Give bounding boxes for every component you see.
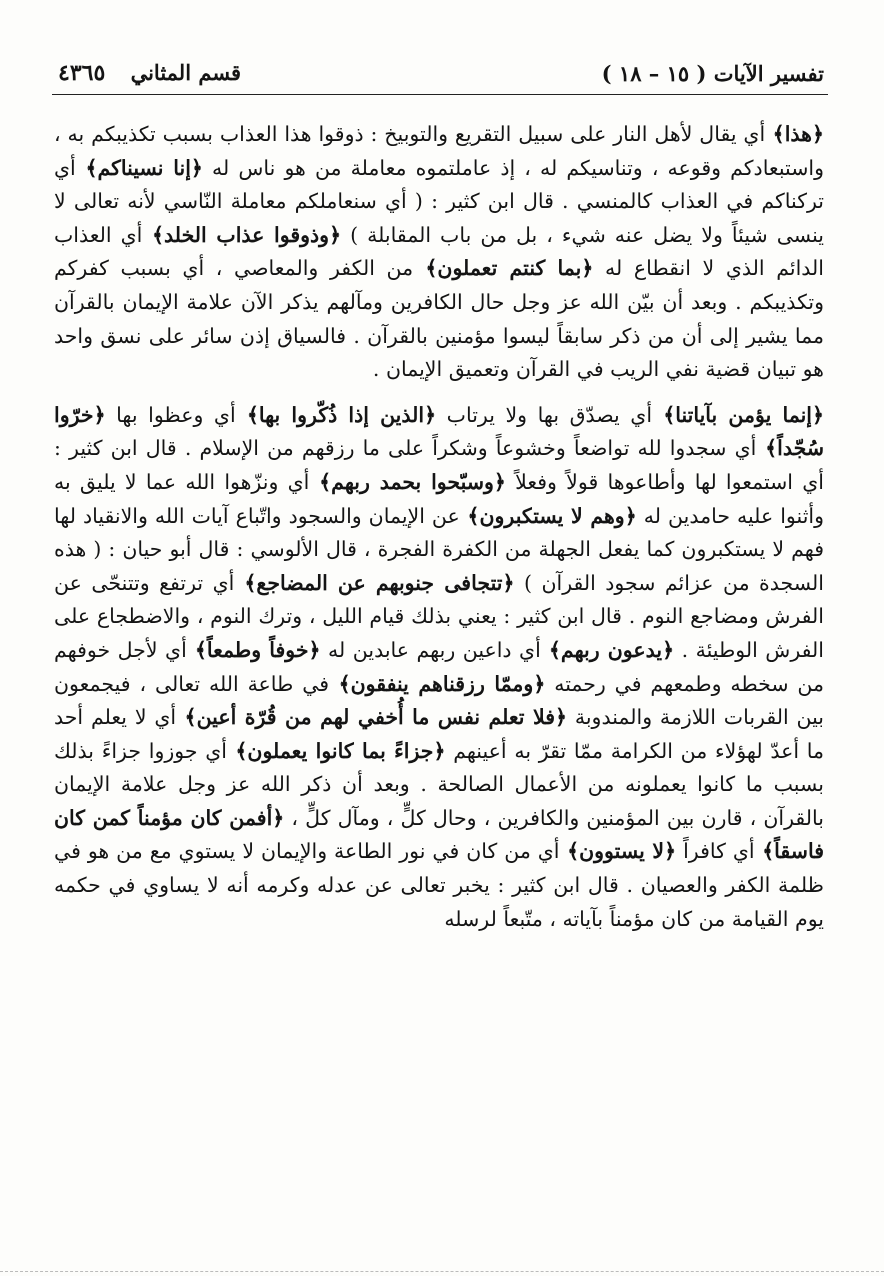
commentary-text: أي يصدّق بها ولا يرتاب <box>446 402 653 427</box>
open-bracket-ornament: ﴿ <box>308 637 321 662</box>
quran-text: خرّوا سُجّداً <box>54 402 824 461</box>
open-bracket-ornament: ﴿ <box>329 222 342 247</box>
commentary-text: أي سجدوا لله تواضعاً وخشوعاً وشكراً على ما رزقهم من الإسلام . قال ابن كثير : أي استمعوا لها وأطاعوها قولاً وفعلاً <box>54 436 824 494</box>
close-bracket-ornament: ﴾ <box>413 256 438 281</box>
close-bracket-ornament: ﴾ <box>75 155 98 180</box>
quran-quote <box>560 839 677 863</box>
close-bracket-ornament: ﴾ <box>234 570 257 595</box>
page-number: ٤٣٦٥ <box>58 60 106 86</box>
open-bracket-ornament: ﴿ <box>493 469 506 494</box>
open-bracket-ornament: ﴿ <box>581 256 594 281</box>
quran-quote <box>227 739 445 763</box>
open-bracket-ornament: ﴿ <box>811 402 824 427</box>
close-bracket-ornament: ﴾ <box>652 402 676 427</box>
close-bracket-ornament: ﴾ <box>329 671 351 696</box>
open-bracket-ornament: ﴿ <box>272 805 285 830</box>
quran-text: وهم لا يستكبرون <box>479 503 625 528</box>
open-bracket-ornament: ﴿ <box>424 402 437 427</box>
open-bracket-ornament: ﴿ <box>533 671 546 696</box>
quran-text: وسبّحوا بحمد ربهم <box>331 469 494 494</box>
header-left-group <box>58 60 241 86</box>
open-bracket-ornament: ﴿ <box>555 705 568 730</box>
quran-quote <box>652 403 824 427</box>
close-bracket-ornament: ﴾ <box>227 738 248 763</box>
close-bracket-ornament: ﴾ <box>459 503 480 528</box>
commentary-text: أي وعظوا بها <box>116 402 236 427</box>
quran-quote <box>460 504 637 528</box>
quran-text: يدعون ربهم <box>560 637 663 662</box>
quran-text: تتجافى جنوبهم عن المضاجع <box>256 570 503 595</box>
quran-quote <box>76 156 203 180</box>
quran-text: بما كنتم تعملون <box>437 256 582 281</box>
quran-quote <box>234 571 514 595</box>
quran-text: فلا تعلم نفس ما أُخفي لهم من قُرّة أعين <box>196 705 555 730</box>
running-title: تفسير الآيات ( ١٥ – ١٨ ) <box>601 60 824 86</box>
quran-text: لا يستوون <box>579 839 665 864</box>
close-bracket-ornament: ﴾ <box>756 436 778 461</box>
quran-text: خوفاً وطمعاً <box>206 637 309 662</box>
commentary-text: أي ترتفع وتتنحّى عن الفرش ومضاجع النوم . قال ابن كثير : يعني بذلك قيام الليل ، وترك النوم ، والاضطجاع على الفرش الوطيئة . <box>54 570 824 662</box>
commentary-text: أي من كان في نور الطاعة والإيمان لا يستوي مع من هو في ظلمة الكفر والعصيان . قال ابن كثير : يخبر تعالى عن عدله وكرمه أنه لا يساوي في حكمه يوم القيامة من كان مؤمناً بآياته ، متّبعاً لرسله <box>54 839 824 931</box>
quran-text: إنا نسيناكم <box>97 155 191 180</box>
close-bracket-ornament: ﴾ <box>186 637 207 662</box>
commentary-text: أي داعين ربهم عابدين له <box>328 637 541 662</box>
quran-text: وذوقوا عذاب الخلد <box>164 222 330 247</box>
commentary-text: أي لا يعلم أحد ما أعدّ لهؤلاء من الكرامة ممّا تقرّ به أعينهم <box>54 705 824 763</box>
quran-quote <box>187 638 321 662</box>
close-bracket-ornament: ﴾ <box>559 839 580 864</box>
close-bracket-ornament: ﴾ <box>765 122 785 146</box>
header-rule <box>52 94 828 95</box>
open-bracket-ornament: ﴿ <box>624 503 637 528</box>
commentary-text: أي جوزوا جزاءً بذلك بسبب ما كانوا يعملونه من الأعمال الصالحة . وبعد أن ذكر الله عز وجل علامة الإيمان بالقرآن ، قارن بين المؤمنين والكافرين ، وحال كلٍّ ، ومآل كلٍّ ، <box>54 738 824 830</box>
open-bracket-ornament: ﴿ <box>190 155 203 180</box>
open-bracket-ornament: ﴿ <box>662 637 675 662</box>
quran-quote <box>176 705 567 729</box>
quran-text: وممّا رزقناهم ينفقون <box>350 671 534 696</box>
quran-text: جزاءً بما كانوا يعملون <box>247 738 434 763</box>
quran-quote <box>236 403 436 427</box>
quran-quote <box>541 638 674 662</box>
close-bracket-ornament: ﴾ <box>142 222 165 247</box>
quran-quote <box>413 256 593 280</box>
quran-text: الذين إذا ذُكّروا بها <box>258 402 425 427</box>
commentary-text: أي ونزّهوا الله عما لا يليق به وأثنوا عليه حامدين له <box>54 469 824 528</box>
commentary-text: في طاعة الله تعالى ، فيجمعون بين القربات اللازمة والمندوبة <box>54 671 825 730</box>
open-bracket-ornament: ﴿ <box>811 122 824 146</box>
close-bracket-ornament: ﴾ <box>235 402 259 427</box>
quran-text: أفمن كان مؤمناً كمن كان فاسقاً <box>54 805 825 864</box>
open-bracket-ornament: ﴿ <box>93 402 106 427</box>
quran-text: هذا <box>784 122 812 146</box>
bottom-divider <box>0 1271 884 1272</box>
commentary-text: أي لأجل خوفهم من سخطه وطمعهم في رحمته <box>54 637 825 696</box>
quran-quote <box>309 470 506 494</box>
close-bracket-ornament: ﴾ <box>309 469 332 494</box>
paragraph <box>54 118 824 387</box>
commentary-text: من الكفر والمعاصي ، أي بسبب كفركم وتكذيبكم . وبعد أن بيّن الله عز وجل حال الكافرين ومآلهم يذكر الآن علامة الإيمان بالقرآن مما يشير إلى أن من ذكر سابقاً ليسوا مؤمنين بالقرآن . فالسياق إذن سائر على نسق واحد هو تبيان قضية نفي الريب في القرآن وتعميق الإيمان . <box>54 256 824 382</box>
quran-quote <box>329 672 545 696</box>
section-name: قسم المثاني <box>130 60 242 85</box>
open-bracket-ornament: ﴿ <box>664 839 677 864</box>
commentary-text: أي كافراً <box>683 839 755 864</box>
commentary-text: أي العذاب الدائم الذي لا انقطاع له <box>54 222 824 281</box>
commentary-text: أي يقال لأهل النار على سبيل التقريع والتوبيخ : ذوقوا هذا العذاب بسبب تكذيبكم به ، واستبعادكم وقوعه ، وتناسيكم له ، إذ عاملتموه معاملة من هو ناس له <box>54 122 824 180</box>
commentary-text: عن الإيمان والسجود واتّباع آيات الله والانقياد لها فهم لا يستكبرون كما يفعل الجهلة من الكفرة الفجرة ، قال الألوسي : قال أبو حيان : ( هذه السجدة من عزائم سجود القرآن ) <box>54 503 824 595</box>
body-text <box>54 118 824 948</box>
page-header <box>58 56 824 90</box>
quran-quote <box>765 122 824 146</box>
open-bracket-ornament: ﴿ <box>502 570 515 595</box>
commentary-text: أي تركناكم في العذاب كالمنسي . قال ابن كثير : ( أي سنعاملكم معاملة النّاسي لأنه تعالى لا ينسى شيئاً ولا يضل عنه شيء ، بل من باب المقابلة ) <box>54 155 824 247</box>
open-bracket-ornament: ﴿ <box>433 738 446 763</box>
close-bracket-ornament: ﴾ <box>176 705 197 730</box>
close-bracket-ornament: ﴾ <box>754 839 775 864</box>
paragraph <box>54 399 824 937</box>
quran-quote <box>142 223 341 247</box>
close-bracket-ornament: ﴾ <box>540 637 561 662</box>
quran-text: إنما يؤمن بآياتنا <box>675 402 812 427</box>
